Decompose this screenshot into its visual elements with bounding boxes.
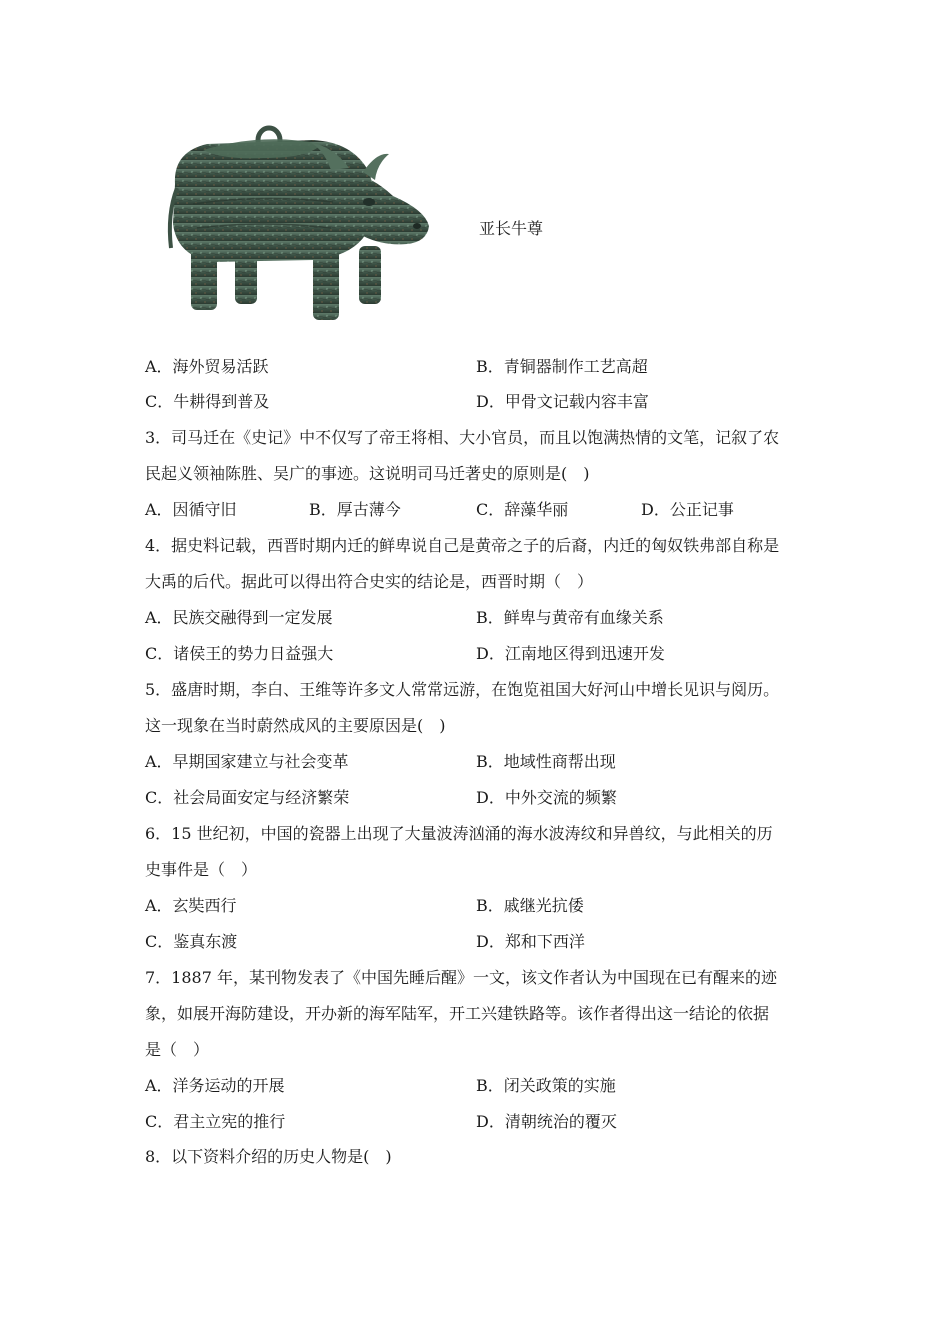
q3-option-d: D．公正记事 [641,500,734,519]
q5-option-a: A．早期国家建立与社会变革 [145,752,349,771]
bronze-ox-image [163,124,433,326]
q3-option-b: B．厚古薄今 [309,500,401,519]
q4-option-d: D．江南地区得到迅速开发 [476,644,665,663]
q2-option-b: B．青铜器制作工艺高超 [476,357,648,376]
q4-stem-line1: 4．据史料记载，西晋时期内迁的鲜卑说自己是黄帝之子的后裔，内迁的匈奴铁弗部自称是 [145,536,780,555]
q3-stem-line2: 民起义领袖陈胜、吴广的事迹。这说明司马迁著史的原则是( ) [145,464,590,483]
q5-stem-line1: 5．盛唐时期，李白、王维等许多文人常常远游，在饱览祖国大好河山中增长见识与阅历。 [145,680,780,699]
q7-stem-line3: 是（ ） [145,1040,210,1059]
q4-option-c: C．诸侯王的势力日益强大 [145,644,334,663]
q6-stem-line1: 6．15 世纪初，中国的瓷器上出现了大量波涛汹涌的海水波涛纹和异兽纹，与此相关的历 [145,824,773,843]
q6-option-d: D．郑和下西洋 [476,932,585,951]
q6-option-a: A．玄奘西行 [145,896,237,915]
q5-option-c: C．社会局面安定与经济繁荣 [145,788,350,807]
q2-option-d: D．甲骨文记载内容丰富 [476,392,649,411]
q7-option-d: D．清朝统治的覆灭 [476,1112,617,1131]
q2-option-a: A．海外贸易活跃 [145,357,269,376]
q3-option-c: C．辞藻华丽 [476,500,569,519]
q6-stem-line2: 史事件是（ ） [145,860,258,879]
q7-option-b: B．闭关政策的实施 [476,1076,616,1095]
q6-option-b: B．戚继光抗倭 [476,896,584,915]
q7-option-a: A．洋务运动的开展 [145,1076,285,1095]
figure-caption: 亚长牛尊 [479,219,544,238]
q7-stem-line1: 7．1887 年，某刊物发表了《中国先睡后醒》一文，该文作者认为中国现在已有醒来的迹 [145,968,777,987]
q5-option-d: D．中外交流的频繁 [476,788,617,807]
q4-stem-line2: 大禹的后代。据此可以得出符合史实的结论是，西晋时期（ ） [145,572,594,591]
q5-stem-line2: 这一现象在当时蔚然成风的主要原因是( ) [145,716,446,735]
q3-option-a: A．因循守旧 [145,500,237,519]
q4-option-a: A．民族交融得到一定发展 [145,608,333,627]
q8-stem-line1: 8．以下资料介绍的历史人物是( ) [145,1147,392,1166]
q3-stem-line1: 3．司马迁在《史记》中不仅写了帝王将相、大小官员，而且以饱满热情的文笔，记叙了农 [145,428,780,447]
q7-stem-line2: 象，如展开海防建设，开办新的海军陆军，开工兴建铁路等。该作者得出这一结论的依据 [145,1004,770,1023]
q5-option-b: B．地域性商帮出现 [476,752,616,771]
q2-option-c: C．牛耕得到普及 [145,392,270,411]
q6-option-c: C．鉴真东渡 [145,932,238,951]
q7-option-c: C．君主立宪的推行 [145,1112,286,1131]
q4-option-b: B．鲜卑与黄帝有血缘关系 [476,608,664,627]
